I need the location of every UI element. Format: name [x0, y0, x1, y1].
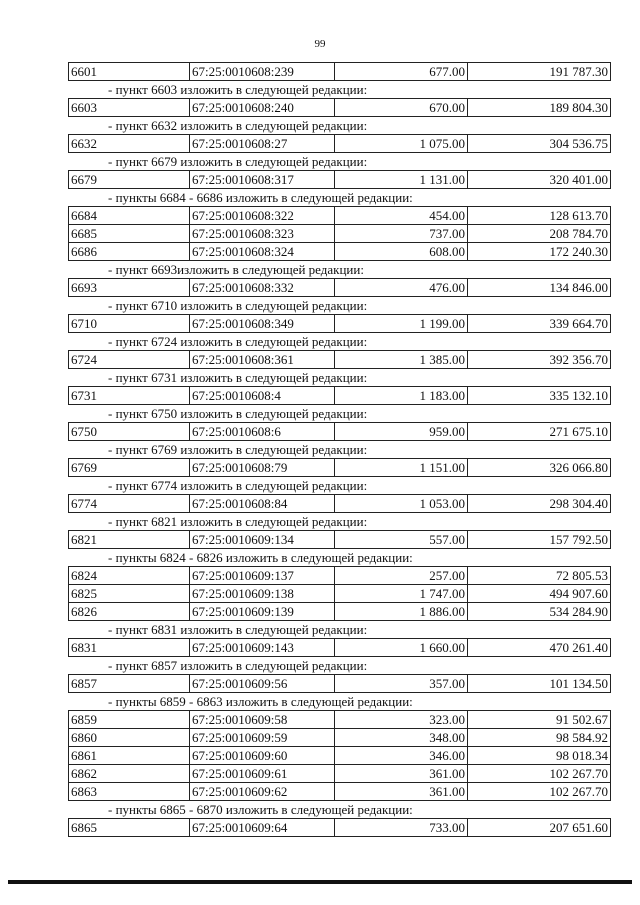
area-cell: 959.00: [334, 422, 468, 441]
cadastral-value-cell: 320 401.00: [467, 170, 611, 189]
table-row: [68, 314, 612, 332]
cadastral-number-cell: 67:25:0010609:62: [189, 782, 335, 801]
item-number-cell: 6686: [68, 242, 190, 261]
area-cell: 733.00: [334, 818, 468, 837]
cadastral-number-cell: 67:25:0010609:60: [189, 746, 335, 765]
area-cell: 361.00: [334, 764, 468, 783]
cadastral-number-cell: 67:25:0010608:84: [189, 494, 335, 513]
cadastral-number-cell: 67:25:0010609:58: [189, 710, 335, 729]
amendment-heading: - пункт 6603 изложить в следующей редакции:: [108, 82, 368, 97]
area-cell: 1 886.00: [334, 602, 468, 621]
table-row: [68, 386, 612, 404]
amendment-heading: - пункт 6769 изложить в следующей редакции:: [108, 442, 368, 457]
amendment-heading: - пункты 6865 - 6870 изложить в следующей редакции:: [108, 802, 413, 817]
item-number-cell: 6825: [68, 584, 190, 603]
area-cell: 454.00: [334, 206, 468, 225]
cadastral-value-cell: 298 304.40: [467, 494, 611, 513]
item-number-cell: 6831: [68, 638, 190, 657]
cadastral-value-cell: 191 787.30: [467, 62, 611, 81]
cadastral-value-cell: 134 846.00: [467, 278, 611, 297]
amendment-heading: - пункт 6693изложить в следующей редакции:: [108, 262, 364, 277]
cadastral-value-cell: 98 584.92: [467, 728, 611, 747]
area-cell: 323.00: [334, 710, 468, 729]
table-row: [68, 584, 612, 602]
table-row: [68, 422, 612, 440]
table-row: [68, 764, 612, 782]
item-number-cell: 6857: [68, 674, 190, 693]
cadastral-value-cell: 339 664.70: [467, 314, 611, 333]
table-row: [68, 530, 612, 548]
cadastral-number-cell: 67:25:0010609:56: [189, 674, 335, 693]
table-row: [68, 602, 612, 620]
amendment-heading: - пункты 6684 - 6686 изложить в следующей редакции:: [108, 190, 413, 205]
item-number-cell: 6860: [68, 728, 190, 747]
cadastral-number-cell: 67:25:0010608:323: [189, 224, 335, 243]
area-cell: 1 151.00: [334, 458, 468, 477]
cadastral-value-cell: 326 066.80: [467, 458, 611, 477]
cadastral-number-cell: 67:25:0010609:61: [189, 764, 335, 783]
cadastral-number-cell: 67:25:0010608:239: [189, 62, 335, 81]
area-cell: 1 199.00: [334, 314, 468, 333]
cadastral-number-cell: 67:25:0010608:349: [189, 314, 335, 333]
amendment-heading: - пункт 6731 изложить в следующей редакции:: [108, 370, 368, 385]
cadastral-number-cell: 67:25:0010609:143: [189, 638, 335, 657]
item-number-cell: 6826: [68, 602, 190, 621]
cadastral-number-cell: 67:25:0010609:59: [189, 728, 335, 747]
amendment-heading: - пункт 6750 изложить в следующей редакции:: [108, 406, 368, 421]
item-number-cell: 6693: [68, 278, 190, 297]
cadastral-number-cell: 67:25:0010608:79: [189, 458, 335, 477]
area-cell: 737.00: [334, 224, 468, 243]
item-number-cell: 6769: [68, 458, 190, 477]
table-row: [68, 224, 612, 242]
item-number-cell: 6601: [68, 62, 190, 81]
bottom-rule: [8, 880, 632, 884]
table-row: [68, 818, 612, 836]
cadastral-number-cell: 67:25:0010609:64: [189, 818, 335, 837]
table-row: [68, 566, 612, 584]
cadastral-value-cell: 172 240.30: [467, 242, 611, 261]
table-row: [68, 62, 612, 80]
area-cell: 557.00: [334, 530, 468, 549]
cadastral-value-cell: 494 907.60: [467, 584, 611, 603]
amendment-heading: - пункты 6824 - 6826 изложить в следующей редакции:: [108, 550, 413, 565]
item-number-cell: 6710: [68, 314, 190, 333]
item-number-cell: 6824: [68, 566, 190, 585]
cadastral-value-cell: 534 284.90: [467, 602, 611, 621]
cadastral-value-cell: 102 267.70: [467, 764, 611, 783]
table-row: [68, 674, 612, 692]
cadastral-value-cell: 72 805.53: [467, 566, 611, 585]
area-cell: 361.00: [334, 782, 468, 801]
area-cell: 670.00: [334, 98, 468, 117]
cadastral-value-cell: 207 651.60: [467, 818, 611, 837]
item-number-cell: 6865: [68, 818, 190, 837]
cadastral-value-cell: 157 792.50: [467, 530, 611, 549]
cadastral-value-cell: 335 132.10: [467, 386, 611, 405]
cadastral-number-cell: 67:25:0010608:317: [189, 170, 335, 189]
table-row: [68, 728, 612, 746]
cadastral-number-cell: 67:25:0010608:324: [189, 242, 335, 261]
item-number-cell: 6750: [68, 422, 190, 441]
amendment-heading: - пункт 6710 изложить в следующей редакции:: [108, 298, 368, 313]
area-cell: 1 385.00: [334, 350, 468, 369]
item-number-cell: 6603: [68, 98, 190, 117]
table-row: [68, 710, 612, 728]
area-cell: 1 131.00: [334, 170, 468, 189]
cadastral-number-cell: 67:25:0010608:4: [189, 386, 335, 405]
cadastral-value-cell: 98 018.34: [467, 746, 611, 765]
item-number-cell: 6685: [68, 224, 190, 243]
table-row: [68, 98, 612, 116]
document-body: [68, 62, 612, 836]
cadastral-value-cell: 189 804.30: [467, 98, 611, 117]
amendment-heading: - пункт 6679 изложить в следующей редакции:: [108, 154, 368, 169]
cadastral-number-cell: 67:25:0010609:138: [189, 584, 335, 603]
cadastral-number-cell: 67:25:0010608:240: [189, 98, 335, 117]
cadastral-number-cell: 67:25:0010608:332: [189, 278, 335, 297]
cadastral-value-cell: 91 502.67: [467, 710, 611, 729]
table-row: [68, 458, 612, 476]
item-number-cell: 6632: [68, 134, 190, 153]
item-number-cell: 6821: [68, 530, 190, 549]
cadastral-value-cell: 304 536.75: [467, 134, 611, 153]
item-number-cell: 6774: [68, 494, 190, 513]
cadastral-number-cell: 67:25:0010609:134: [189, 530, 335, 549]
cadastral-number-cell: 67:25:0010608:6: [189, 422, 335, 441]
item-number-cell: 6724: [68, 350, 190, 369]
table-row: [68, 170, 612, 188]
table-row: [68, 782, 612, 800]
area-cell: 1 183.00: [334, 386, 468, 405]
table-row: [68, 206, 612, 224]
cadastral-value-cell: 102 267.70: [467, 782, 611, 801]
table-row: [68, 278, 612, 296]
area-cell: 476.00: [334, 278, 468, 297]
table-row: [68, 134, 612, 152]
item-number-cell: 6863: [68, 782, 190, 801]
area-cell: 1 075.00: [334, 134, 468, 153]
item-number-cell: 6861: [68, 746, 190, 765]
cadastral-number-cell: 67:25:0010608:322: [189, 206, 335, 225]
item-number-cell: 6731: [68, 386, 190, 405]
amendment-heading: - пункт 6857 изложить в следующей редакции:: [108, 658, 368, 673]
table-row: [68, 638, 612, 656]
area-cell: 346.00: [334, 746, 468, 765]
table-row: [68, 350, 612, 368]
area-cell: 1 660.00: [334, 638, 468, 657]
cadastral-number-cell: 67:25:0010608:27: [189, 134, 335, 153]
item-number-cell: 6862: [68, 764, 190, 783]
item-number-cell: 6684: [68, 206, 190, 225]
area-cell: 348.00: [334, 728, 468, 747]
cadastral-number-cell: 67:25:0010609:139: [189, 602, 335, 621]
amendment-heading: - пункт 6724 изложить в следующей редакции:: [108, 334, 368, 349]
cadastral-value-cell: 271 675.10: [467, 422, 611, 441]
area-cell: 257.00: [334, 566, 468, 585]
table-row: [68, 746, 612, 764]
amendment-heading: - пункт 6632 изложить в следующей редакции:: [108, 118, 368, 133]
area-cell: 608.00: [334, 242, 468, 261]
area-cell: 357.00: [334, 674, 468, 693]
cadastral-value-cell: 392 356.70: [467, 350, 611, 369]
amendment-heading: - пункт 6774 изложить в следующей редакции:: [108, 478, 368, 493]
cadastral-value-cell: 101 134.50: [467, 674, 611, 693]
cadastral-value-cell: 128 613.70: [467, 206, 611, 225]
item-number-cell: 6679: [68, 170, 190, 189]
table-row: [68, 242, 612, 260]
amendment-heading: - пункты 6859 - 6863 изложить в следующей редакции:: [108, 694, 413, 709]
cadastral-value-cell: 208 784.70: [467, 224, 611, 243]
cadastral-number-cell: 67:25:0010609:137: [189, 566, 335, 585]
area-cell: 677.00: [334, 62, 468, 81]
table-row: [68, 494, 612, 512]
area-cell: 1 747.00: [334, 584, 468, 603]
amendment-heading: - пункт 6831 изложить в следующей редакции:: [108, 622, 368, 637]
area-cell: 1 053.00: [334, 494, 468, 513]
page-number: 99: [314, 38, 326, 50]
cadastral-number-cell: 67:25:0010608:361: [189, 350, 335, 369]
amendment-heading: - пункт 6821 изложить в следующей редакции:: [108, 514, 368, 529]
cadastral-value-cell: 470 261.40: [467, 638, 611, 657]
item-number-cell: 6859: [68, 710, 190, 729]
